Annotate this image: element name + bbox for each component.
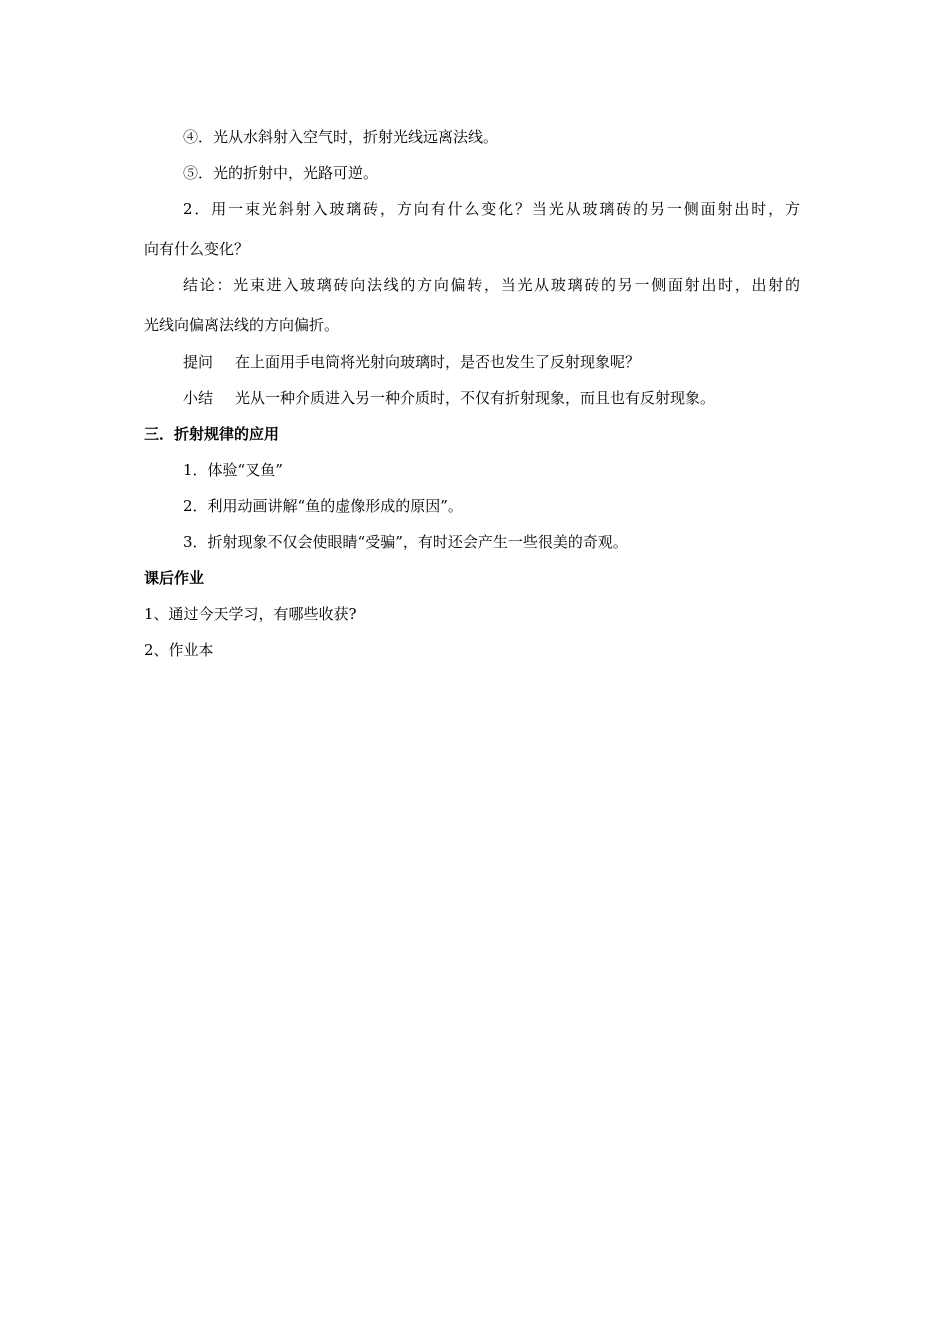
conclusion-line-2: 光线向偏离法线的方向偏折。 — [144, 316, 340, 334]
summary-label: 小结 — [183, 389, 214, 407]
summary-text: 光从一种介质进入另一种介质时，不仅有折射现象，而且也有反射现象。 — [235, 389, 716, 407]
homework-item-1: 1、通过今天学习，有哪些收获? — [144, 605, 357, 623]
homework-item-2: 2、作业本 — [144, 641, 214, 659]
question-text: 在上面用手电筒将光射向玻璃时，是否也发生了反射现象呢？ — [235, 353, 641, 371]
question-paragraph — [183, 352, 848, 372]
question-2-line-2: 向有什么变化？ — [144, 240, 250, 258]
section-3-item-1: 1．体验“叉鱼” — [183, 461, 283, 479]
conclusion-line-1: 结论：光束进入玻璃砖向法线的方向偏转，当光从玻璃砖的另一侧面射出时，出射的 — [183, 276, 800, 294]
refraction-rule-5: ⑤．光的折射中，光路可逆。 — [183, 164, 379, 182]
question-label: 提问 — [183, 353, 214, 371]
question-2-line-1: 2．用一束光斜射入玻璃砖，方向有什么变化？当光从玻璃砖的另一侧面射出时，方 — [183, 200, 800, 218]
section-3-heading: 三．折射规律的应用 — [144, 425, 280, 443]
section-3-item-2: 2．利用动画讲解“鱼的虚像形成的原因”。 — [183, 497, 463, 515]
section-3-item-3: 3．折射现象不仅会使眼睛“受骗”，有时还会产生一些很美的奇观。 — [183, 533, 628, 551]
homework-heading: 课后作业 — [144, 569, 205, 587]
summary-paragraph — [183, 388, 848, 408]
refraction-rule-4: ④．光从水斜射入空气时，折射光线远离法线。 — [183, 128, 499, 146]
